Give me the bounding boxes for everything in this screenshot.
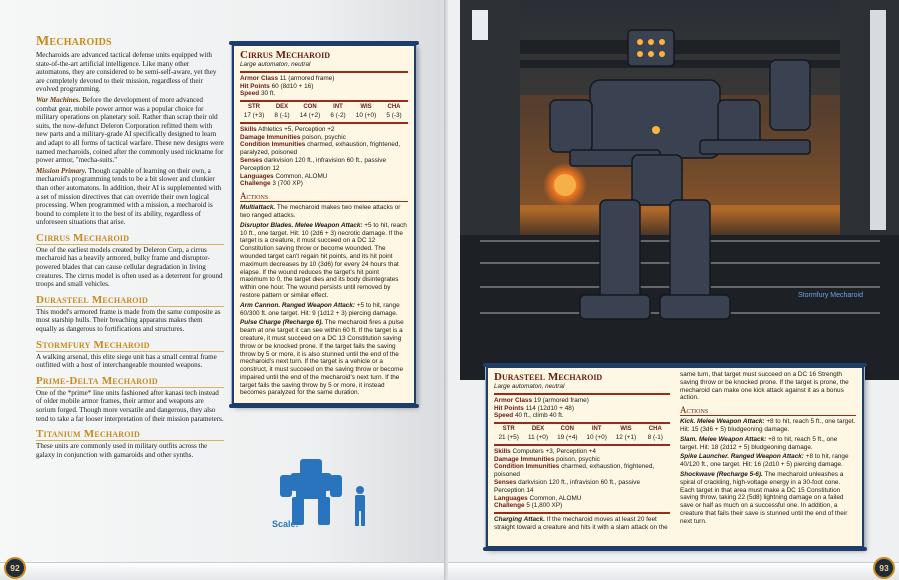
action: Kick. Melee Weapon Attack: +8 to hit, reach 5 ft., one target. Hit: 15 (3d6 + 5) bludgeoning damage.: [680, 418, 856, 433]
divider: [240, 100, 408, 102]
action: Disruptor Blades. Melee Weapon Attack: +5 to hit, reach 10 ft., one target. Hit: 10 (2d6 + 3) necrotic damage. If the target is a creature, it must succeed on a DC 12 Constitution saving throw or become wounded. The wounded target can't regain hit points, and its hit point maximum decreases by 10 (3d6) for every 24 hours that elapse. If the wound reduces the target's hit point maximum to 0, the target dies and its body disintegrates within one hour. The wound persists until removed by restore pattern or similar effect.: [240, 221, 407, 299]
senses: Senses darkvision 120 ft., infravision 60 ft., passive Perception 12: [240, 156, 387, 172]
section-heading: Durasteel Mecharoid: [36, 294, 224, 307]
human-silhouette-icon: [352, 485, 368, 527]
footer-bar: [448, 562, 899, 580]
trait: Charging Attack. If the mecharoid moves at least 20 feet straight toward a creature and hits it with a slam attack on the: [494, 516, 668, 531]
section-heading: Cirrus Mecharoid: [36, 232, 224, 245]
war-machines-paragraph: War Machines. Before the development of more advanced combat gear, mobile power armor was a popular choice for military operations on planetary soil. Rather than scrap their old suits, the now-defunct Deleron Corporation refitted them with new parts and a military-grade AI specifically designed to learn and adapt to all forms of tactical warfare. These new designs were named mecharoids, coined after the commonly used nickname for power armor, "mecha-suits.": [36, 95, 224, 165]
statblock-type: Large automaton, neutral: [494, 383, 565, 390]
durasteel-right-col: [680, 371, 856, 542]
section-text: A walking arsenal, this elite siege unit has a small central frame outfitted with a host of interchangeable mounted weapons.: [36, 352, 217, 370]
action: Pulse Charge (Recharge 6). The mecharoid fires a pulse beam at one target it can see within 60 ft. If the target is a creature, it must succeed on a DC 13 Constitution saving throw or be knocked prone. If the target fails the saving throw by 5 or more, it is also stunned until the end of the mecharoid's next turn. If the target is a vehicle or a construct, it must succeed on the saving throw or become impaired until the end of the mecharoid's next turn. If the target fails the saving throw by 5 or more, it instead becomes paralyzed for the same duration.: [240, 319, 404, 397]
challenge: Challenge 3 (700 XP): [240, 180, 303, 188]
condition-immunities: Condition Immunities charmed, exhaustion, frightened, poisoned: [494, 463, 655, 479]
action: Spike Launcher. Ranged Weapon Attack: +8 to hit, range 40/120 ft., one target. Hit: 16 (2d10 + 5) piercing damage.: [680, 453, 849, 469]
challenge: Challenge 5 (1,800 XP): [494, 502, 563, 510]
divider: [494, 393, 670, 395]
section-text: One of the *prime* line units fashioned after kanasi tech instead of older mobile armor frames, their armor and weapons are sorium forged. Though more versatile and dangerous, they also tend to take a far looser interpretation of their mission parameters.: [36, 388, 224, 423]
scale-figure: [268, 455, 378, 535]
divider: [240, 122, 408, 124]
left-page: [0, 0, 446, 580]
action: Arm Cannon. Ranged Weapon Attack: +5 to hit, range 60/300 ft. one target. Hit: 9 (1d12 + 3) piercing damage.: [240, 301, 400, 317]
armor-class: Armor Class 19 (armored frame): [494, 396, 589, 404]
durasteel-stat-block: [486, 366, 864, 548]
art-caption: Stormfury Mecharoid: [798, 292, 863, 299]
cirrus-stat-block: [232, 44, 416, 405]
durasteel-left-col: [494, 371, 670, 542]
section-text: One of the earliest models created by Deleron Corp, a cirrus mecharoid has a heavily armored, bulky frame and disruptor-powered blades that can cause cellular degradation in living creatures. The cirrus model is often used as a deterrent for ground troops and small vehicles.: [36, 245, 223, 289]
statblock-name: Durasteel Mecharoid: [494, 371, 603, 383]
armor-class: Armor Class 11 (armored frame): [240, 74, 335, 82]
damage-immunities: Damage Immunities poison, psychic: [494, 455, 600, 463]
right-page: [448, 0, 899, 580]
page-number: 93: [873, 557, 895, 579]
divider: [494, 444, 670, 446]
action: Slam. Melee Weapon Attack: +8 to hit, reach 5 ft., one target. Hit: 18 (2d12 + 5) bludgeoning damage.: [680, 435, 838, 451]
statblock-name: Cirrus Mecharoid: [240, 49, 330, 61]
ability-scores: STR 21 (+5) DEX 11 (+0) CON 19 (+4) INT 10 (+0) WIS 12 (+1) CHA 8 (-1): [498, 426, 663, 441]
page-title: Mecharoids: [36, 34, 112, 49]
skills: Skills Athletics +5, Perception +2: [240, 125, 335, 133]
divider: [240, 71, 408, 73]
section-text: These units are commonly used in military outfits across the galaxy in conjunction with gamaroids and other synths.: [36, 442, 208, 459]
section-heading: Prime-Delta Mecharoid: [36, 375, 224, 388]
condition-immunities: Condition Immunities charmed, exhaustion, frightened, paralyzed, poisoned: [240, 141, 401, 157]
actions-heading: Actions: [240, 191, 408, 202]
trait-continued: same turn, that target must succeed on a DC 16 Strength saving throw or be knocked prone. If the target is prone, the mecharoid can make one kick attack against it as a bonus action.: [680, 371, 849, 402]
page-number: 92: [4, 557, 26, 579]
stormfury-illustration: [460, 0, 899, 380]
divider: [494, 422, 670, 424]
statblock-type: Large automaton, neutral: [240, 61, 311, 68]
section-heading: Titanium Mecharoid: [36, 428, 224, 441]
languages: Languages Common, ALOMU: [240, 172, 328, 180]
hangar-scene-image: [460, 0, 899, 380]
actions-heading: Actions: [680, 405, 856, 416]
action: Multiattack. The mecharoid makes two melee attacks or two ranged attacks.: [240, 204, 401, 219]
mech-silhouette-icon: [276, 455, 346, 527]
action: Shockwave (Recharge 5-6). The mecharoid unleashes a spiral of crackling, high-voltage energy in a 30-foot cone. Each target in that area must make a DC 15 Constitution saving throw, taking 22 (5d8) lightning damage on a failed save or half as much on a successful one. In addition, a creature that fails their save is stunned until the end of their next turn.: [680, 470, 848, 525]
lore-column: [36, 34, 224, 461]
speed: Speed 40 ft., climb 40 ft.: [494, 412, 564, 420]
damage-immunities: Damage Immunities poison, psychic: [240, 133, 346, 141]
footer-bar: [0, 562, 446, 580]
hit-points: Hit Points 114 (12d10 + 48): [494, 404, 574, 412]
scale-label: Scale:: [272, 519, 299, 529]
speed: Speed 30 ft.: [240, 90, 276, 98]
intro-paragraph: Mecharoids are advanced tactical defense units equipped with state-of-the-art artificial intelligence. Like many other automatons, they are considered to be semi-self-aware, yet they are completely devoted to their mission, regardless of their evolved programming.: [36, 51, 217, 94]
divider: [494, 512, 670, 514]
skills: Skills Computers +3, Perception +4: [494, 447, 596, 455]
section-heading: Stormfury Mecharoid: [36, 339, 224, 352]
hit-points: Hit Points 60 (8d10 + 16): [240, 82, 314, 90]
languages: Languages Common, ALOMU: [494, 494, 582, 502]
section-text: This model's armored frame is made from the same composite as most starship hulls. Their breaching apparatus makes them equally as dangerous to fortifications and structures.: [36, 307, 221, 334]
mission-primary-paragraph: Mission Primary. Though capable of learning on their own, a mecharoid's programming tends to be a bit slower and clunkier than other automatons. In addition, their AI is supplemented with a set of mission directives that can override their own logical processing. When programmed with a mission, a mecharoid is bound to complete it to the best of its ability, regardless of unforeseen situations that arise.: [36, 166, 221, 227]
ability-scores: STR 17 (+3) DEX 8 (-1) CON 14 (+2) INT 6 (-2) WIS 10 (+0) CHA 5 (-3): [243, 104, 402, 119]
senses: Senses darkvision 120 ft., infravision 60 ft., passive Perception 14: [494, 478, 641, 494]
